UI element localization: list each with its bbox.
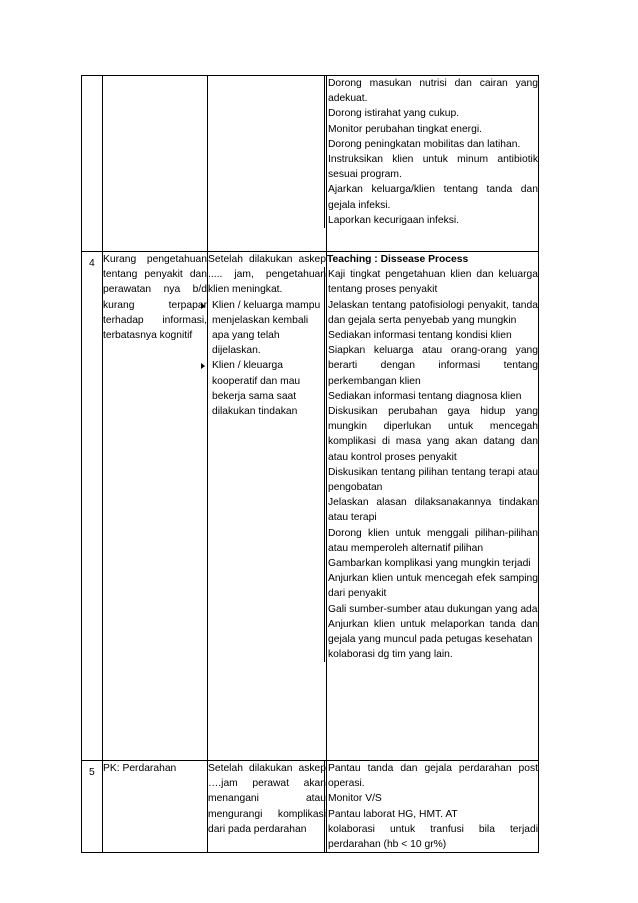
table-row [82, 76, 539, 252]
outcome-intro: Setelah dilakukan askep ….jam perawat akan menangani atau mengurangi komplikasi dari pada perdarahan [208, 761, 327, 853]
outcome-cell [208, 76, 327, 252]
intervention-item: Anjurkan klien untuk mencegah efek samping dari penyakit [324, 571, 538, 601]
intervention-item: Sediakan informasi tentang kondisi klien [324, 328, 538, 343]
intervention-item: Dorong peningkatan mobilitas dan latihan. [324, 137, 538, 152]
intervention-item: Pantau laborat HG, HMT. AT [324, 807, 538, 822]
intervention-item: Laporkan kecurigaan infeksi. [324, 213, 538, 228]
row-number: 5 [82, 761, 103, 853]
diagnosis-text: PK: Perdarahan [103, 761, 208, 853]
intervention-item: Anjurkan klien untuk melaporkan tanda dan gejala yang muncul pada petugas kesehatan [324, 617, 538, 647]
intervention-item: Diskusikan perubahan gaya hidup yang mungkin diperlukan untuk mencegah komplikasi di masa yang akan datang dan atau kontrol proses penyakit [324, 404, 538, 465]
table-row [82, 252, 539, 761]
diagnosis-cell [103, 76, 208, 252]
intervention-item: Diskusikan tentang pilihan tentang terapi atau pengobatan [324, 465, 538, 495]
outcome-item: Klien / keluarga mampu menjelaskan kembali apa yang telah dijelaskan. [208, 298, 326, 359]
intervention-item: Monitor perubahan tingkat energi. [324, 122, 538, 137]
intervention-title: Teaching : Dissease Process [327, 254, 469, 265]
intervention-item: Siapkan keluarga atau orang-orang yang berarti dengan informasi tentang perkembangan klien [324, 343, 538, 389]
intervention-item: Gambarkan komplikasi yang mungkin terjadi [324, 556, 538, 571]
intervention-item: Sediakan informasi tentang diagnosa klien [324, 389, 538, 404]
row-number-cell [82, 76, 103, 252]
intervention-item: Instruksikan klien untuk minum antibiotik sesuai program. [324, 152, 538, 182]
outcome-cell [208, 252, 327, 761]
table-row [82, 761, 539, 853]
outcome-item: Klien / kleuarga kooperatif dan mau bekerja sama saat dilakukan tindakan [208, 358, 326, 419]
row-number: 4 [82, 252, 103, 761]
intervention-item: Monitor V/S [324, 791, 538, 806]
intervention-item: Kaji tingkat pengetahuan klien dan keluarga tentang proses penyakit [324, 267, 538, 297]
intervention-item: Gali sumber-sumber atau dukungan yang ada [324, 602, 538, 617]
intervention-item: Ajarkan keluarga/klien tentang tanda dan gejala infeksi. [324, 182, 538, 212]
intervention-cell [327, 252, 539, 761]
diagnosis-text: Kurang pengetahuan tentang penyakit dan perawatan nya b/d kurang terpapar terhadap informasi, terbatasnya kognitif [103, 252, 208, 761]
intervention-cell [327, 76, 539, 252]
intervention-item: Jelaskan tentang patofisiologi penyakit, tanda dan gejala serta penyebab yang mungkin [324, 298, 538, 328]
nursing-care-plan-table [81, 75, 539, 853]
intervention-item: Pantau tanda dan gejala perdarahan post operasi. [324, 761, 538, 791]
intervention-item: Dorong klien untuk menggali pilihan-pilihan atau memperoleh alternatif pilihan [324, 526, 538, 556]
intervention-item: Jelaskan alasan dilaksanakannya tindakan atau terapi [324, 495, 538, 525]
intervention-item: kolaborasi dg tim yang lain. [324, 647, 538, 662]
intervention-item: Dorong masukan nutrisi dan cairan yang adekuat. [324, 76, 538, 106]
outcome-intro: Setelah dilakukan askep ..... jam, pengetahuan klien meningkat. [208, 254, 326, 296]
intervention-cell [327, 761, 539, 853]
intervention-item: kolaborasi untuk tranfusi bila terjadi perdarahan (hb < 10 gr%) [324, 822, 538, 852]
intervention-item: Dorong istirahat yang cukup. [324, 106, 538, 121]
